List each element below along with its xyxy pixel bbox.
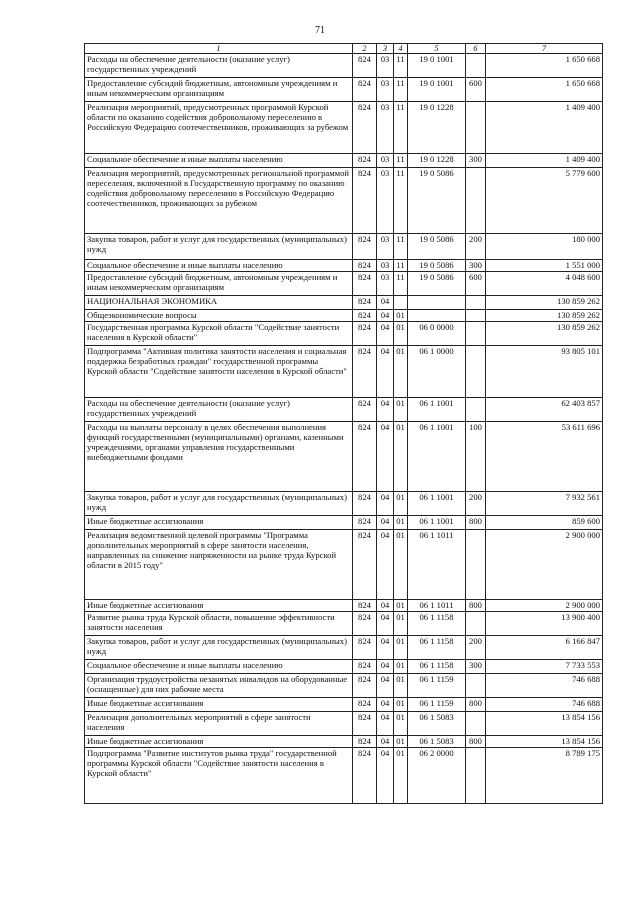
row-section: 04 [377, 516, 394, 530]
row-section: 03 [377, 102, 394, 154]
row-name: Социальное обеспечение и иные выплаты населению [85, 154, 353, 168]
row-amount: 130 859 262 [486, 310, 603, 322]
row-target-code: 06 1 0000 [408, 346, 466, 398]
row-name: Реализация мероприятий, предусмотренных региональной программой переселения, включенной в Государственную программу по оказанию содействия добровольному переселению в Российскую Федерацию соотечественников, проживающих за рубежом [85, 168, 353, 234]
row-ministry: 824 [353, 234, 377, 260]
row-ministry: 824 [353, 346, 377, 398]
row-target-code: 19 0 5086 [408, 260, 466, 272]
row-target-code: 06 0 0000 [408, 322, 466, 346]
row-section: 03 [377, 234, 394, 260]
row-target-code: 06 1 1159 [408, 674, 466, 698]
row-ministry: 824 [353, 698, 377, 712]
row-target-code: 19 0 1001 [408, 54, 466, 78]
row-section: 04 [377, 296, 394, 310]
row-amount: 130 859 262 [486, 296, 603, 310]
row-amount: 1 650 668 [486, 78, 603, 102]
page-number: 71 [315, 25, 325, 36]
column-header-5: 5 [408, 44, 466, 54]
row-ministry: 824 [353, 736, 377, 748]
row-section: 04 [377, 492, 394, 516]
table-row [85, 260, 603, 272]
row-section: 03 [377, 78, 394, 102]
row-expense-type: 800 [466, 698, 486, 712]
row-expense-type [466, 168, 486, 234]
row-target-code: 19 0 1228 [408, 102, 466, 154]
column-header-7: 7 [486, 44, 603, 54]
row-name: Иные бюджетные ассигнования [85, 516, 353, 530]
row-name: Социальное обеспечение и иные выплаты населению [85, 660, 353, 674]
row-section: 04 [377, 748, 394, 804]
row-target-code: 19 0 5086 [408, 168, 466, 234]
row-name: НАЦИОНАЛЬНАЯ ЭКОНОМИКА [85, 296, 353, 310]
row-section: 03 [377, 260, 394, 272]
table-row [85, 322, 603, 346]
row-amount: 2 900 000 [486, 600, 603, 612]
header-row [85, 44, 603, 54]
row-amount: 13 854 156 [486, 736, 603, 748]
row-amount: 93 805 101 [486, 346, 603, 398]
row-expense-type: 200 [466, 492, 486, 516]
row-target-code: 06 1 1001 [408, 492, 466, 516]
table-row [85, 736, 603, 748]
row-amount: 2 900 000 [486, 530, 603, 600]
row-section: 04 [377, 422, 394, 492]
row-target-code: 19 0 1001 [408, 78, 466, 102]
table-row [85, 168, 603, 234]
row-amount: 13 900 400 [486, 612, 603, 636]
row-target-code: 06 2 0000 [408, 748, 466, 804]
row-subsection: 01 [394, 736, 408, 748]
row-subsection: 01 [394, 516, 408, 530]
row-subsection: 01 [394, 530, 408, 600]
row-ministry: 824 [353, 600, 377, 612]
row-name: Подпрограмма "Развитие институтов рынка труда" государственной программы Курской области "Содействие занятости населения в Курской области" [85, 748, 353, 804]
row-amount: 5 779 600 [486, 168, 603, 234]
row-amount: 1 551 000 [486, 260, 603, 272]
row-amount: 13 854 156 [486, 712, 603, 736]
row-name: Закупка товаров, работ и услуг для государственных (муниципальных) нужд [85, 234, 353, 260]
row-section: 04 [377, 530, 394, 600]
column-header-4: 4 [394, 44, 408, 54]
table-row [85, 272, 603, 296]
table-row [85, 102, 603, 154]
row-amount: 62 403 857 [486, 398, 603, 422]
row-ministry: 824 [353, 322, 377, 346]
row-name: Закупка товаров, работ и услуг для государственных (муниципальных) нужд [85, 636, 353, 660]
row-ministry: 824 [353, 530, 377, 600]
row-section: 04 [377, 636, 394, 660]
row-subsection: 11 [394, 154, 408, 168]
row-subsection: 01 [394, 310, 408, 322]
table-row [85, 600, 603, 612]
row-subsection: 11 [394, 102, 408, 154]
row-expense-type [466, 612, 486, 636]
row-target-code: 06 1 5083 [408, 736, 466, 748]
row-section: 03 [377, 272, 394, 296]
row-name: Реализация мероприятий, предусмотренных программой Курской области по оказанию содействия добровольному переселению в Российскую Федерацию соотечественников, проживающих за рубежом [85, 102, 353, 154]
table-row [85, 712, 603, 736]
row-subsection: 01 [394, 712, 408, 736]
row-subsection: 01 [394, 346, 408, 398]
row-section: 03 [377, 154, 394, 168]
row-target-code: 06 1 1159 [408, 698, 466, 712]
row-ministry: 824 [353, 102, 377, 154]
table-row [85, 54, 603, 78]
row-subsection: 01 [394, 698, 408, 712]
row-target-code: 06 1 5083 [408, 712, 466, 736]
row-subsection: 01 [394, 322, 408, 346]
row-expense-type [466, 748, 486, 804]
row-target-code: 06 1 1011 [408, 530, 466, 600]
row-name: Иные бюджетные ассигнования [85, 736, 353, 748]
row-subsection: 11 [394, 168, 408, 234]
row-subsection: 01 [394, 492, 408, 516]
row-amount: 746 688 [486, 674, 603, 698]
row-name: Закупка товаров, работ и услуг для государственных (муниципальных) нужд [85, 492, 353, 516]
row-target-code: 19 0 5086 [408, 272, 466, 296]
row-name: Общеэкономические вопросы [85, 310, 353, 322]
row-ministry: 824 [353, 154, 377, 168]
row-amount: 53 611 696 [486, 422, 603, 492]
row-target-code [408, 296, 466, 310]
row-ministry: 824 [353, 492, 377, 516]
row-section: 04 [377, 712, 394, 736]
column-header-1: 1 [85, 44, 353, 54]
row-ministry: 824 [353, 712, 377, 736]
table-row [85, 530, 603, 600]
row-expense-type [466, 322, 486, 346]
row-section: 04 [377, 660, 394, 674]
row-ministry: 824 [353, 748, 377, 804]
row-target-code: 19 0 1228 [408, 154, 466, 168]
table-row [85, 234, 603, 260]
row-expense-type: 300 [466, 660, 486, 674]
row-ministry: 824 [353, 660, 377, 674]
row-subsection: 01 [394, 422, 408, 492]
row-amount: 7 733 553 [486, 660, 603, 674]
row-ministry: 824 [353, 674, 377, 698]
row-target-code: 06 1 1158 [408, 636, 466, 660]
row-subsection: 01 [394, 660, 408, 674]
row-ministry: 824 [353, 612, 377, 636]
row-section: 04 [377, 310, 394, 322]
row-section: 03 [377, 168, 394, 234]
row-expense-type: 600 [466, 272, 486, 296]
table-row [85, 398, 603, 422]
row-name: Предоставление субсидий бюджетным, автономным учреждениям и иным некоммерческим организациям [85, 272, 353, 296]
row-subsection [394, 296, 408, 310]
row-name: Иные бюджетные ассигнования [85, 600, 353, 612]
row-section: 04 [377, 398, 394, 422]
row-name: Реализация дополнительных мероприятий в сфере занятости населения [85, 712, 353, 736]
row-amount: 7 932 561 [486, 492, 603, 516]
row-name: Расходы на обеспечение деятельности (оказание услуг) государственных учреждений [85, 54, 353, 78]
row-subsection: 11 [394, 54, 408, 78]
row-target-code: 06 1 1001 [408, 516, 466, 530]
row-subsection: 01 [394, 636, 408, 660]
row-section: 04 [377, 612, 394, 636]
row-name: Реализация ведомственной целевой программы "Программа дополнительных мероприятий в сфере занятости населения, направленных на снижение напряженности на рынке труда Курской области в 2015 году" [85, 530, 353, 600]
budget-table [84, 43, 603, 804]
table-row [85, 422, 603, 492]
row-section: 04 [377, 322, 394, 346]
row-expense-type [466, 530, 486, 600]
table-row [85, 660, 603, 674]
row-subsection: 01 [394, 398, 408, 422]
table-row [85, 310, 603, 322]
row-expense-type: 300 [466, 154, 486, 168]
row-ministry: 824 [353, 516, 377, 530]
row-expense-type: 800 [466, 516, 486, 530]
row-section: 04 [377, 600, 394, 612]
row-ministry: 824 [353, 310, 377, 322]
table-row [85, 154, 603, 168]
row-amount: 746 688 [486, 698, 603, 712]
row-ministry: 824 [353, 78, 377, 102]
row-subsection: 01 [394, 600, 408, 612]
row-section: 03 [377, 54, 394, 78]
row-expense-type: 800 [466, 600, 486, 612]
row-section: 04 [377, 674, 394, 698]
row-target-code: 19 0 5086 [408, 234, 466, 260]
row-name: Государственная программа Курской области "Содействие занятости населения в Курской области" [85, 322, 353, 346]
row-amount: 859 600 [486, 516, 603, 530]
row-expense-type [466, 346, 486, 398]
row-expense-type: 300 [466, 260, 486, 272]
row-expense-type: 100 [466, 422, 486, 492]
table-row [85, 612, 603, 636]
table-row [85, 492, 603, 516]
row-expense-type [466, 296, 486, 310]
row-ministry: 824 [353, 260, 377, 272]
table-row [85, 296, 603, 310]
row-expense-type: 800 [466, 736, 486, 748]
row-amount: 1 409 400 [486, 154, 603, 168]
row-expense-type [466, 398, 486, 422]
row-ministry: 824 [353, 636, 377, 660]
row-target-code: 06 1 1158 [408, 660, 466, 674]
row-expense-type [466, 102, 486, 154]
row-expense-type: 200 [466, 234, 486, 260]
row-ministry: 824 [353, 54, 377, 78]
row-ministry: 824 [353, 168, 377, 234]
row-name: Организация трудоустройства незанятых инвалидов на оборудованные (оснащенные) для них рабочие места [85, 674, 353, 698]
row-amount: 180 000 [486, 234, 603, 260]
row-target-code: 06 1 1158 [408, 612, 466, 636]
row-subsection: 01 [394, 748, 408, 804]
row-target-code [408, 310, 466, 322]
row-ministry: 824 [353, 296, 377, 310]
row-section: 04 [377, 346, 394, 398]
row-target-code: 06 1 1001 [408, 398, 466, 422]
row-name: Подпрограмма "Активная политика занятости населения и социальная поддержка безработных граждан" государственной программы Курской области "Содействие занятости населения в Курской области" [85, 346, 353, 398]
row-subsection: 01 [394, 612, 408, 636]
row-expense-type [466, 674, 486, 698]
row-target-code: 06 1 1011 [408, 600, 466, 612]
row-amount: 130 859 262 [486, 322, 603, 346]
row-expense-type: 600 [466, 78, 486, 102]
row-subsection: 11 [394, 78, 408, 102]
table-row [85, 748, 603, 804]
column-header-6: 6 [466, 44, 486, 54]
row-target-code: 06 1 1001 [408, 422, 466, 492]
row-name: Иные бюджетные ассигнования [85, 698, 353, 712]
row-expense-type [466, 54, 486, 78]
row-amount: 8 789 175 [486, 748, 603, 804]
row-amount: 6 166 847 [486, 636, 603, 660]
row-section: 04 [377, 736, 394, 748]
row-amount: 4 048 600 [486, 272, 603, 296]
row-ministry: 824 [353, 398, 377, 422]
row-amount: 1 409 400 [486, 102, 603, 154]
row-name: Развитие рынка труда Курской области, повышение эффективности занятости населения [85, 612, 353, 636]
row-expense-type: 200 [466, 636, 486, 660]
row-name: Предоставление субсидий бюджетным, автономным учреждениям и иным некоммерческим организациям [85, 78, 353, 102]
table-row [85, 346, 603, 398]
row-ministry: 824 [353, 272, 377, 296]
column-header-2: 2 [353, 44, 377, 54]
table-row [85, 674, 603, 698]
row-section: 04 [377, 698, 394, 712]
row-name: Социальное обеспечение и иные выплаты населению [85, 260, 353, 272]
row-subsection: 11 [394, 260, 408, 272]
row-amount: 1 650 668 [486, 54, 603, 78]
table-row [85, 78, 603, 102]
row-expense-type [466, 712, 486, 736]
row-expense-type [466, 310, 486, 322]
row-ministry: 824 [353, 422, 377, 492]
table-row [85, 516, 603, 530]
row-subsection: 01 [394, 674, 408, 698]
table-row [85, 698, 603, 712]
column-header-3: 3 [377, 44, 394, 54]
row-subsection: 11 [394, 234, 408, 260]
table-row [85, 636, 603, 660]
row-name: Расходы на выплаты персоналу в целях обеспечения выполнения функций государственными (муниципальными) органами, казенными учреждениями, органами управления государственными внебюджетными фондами [85, 422, 353, 492]
row-subsection: 11 [394, 272, 408, 296]
row-name: Расходы на обеспечение деятельности (оказание услуг) государственных учреждений [85, 398, 353, 422]
